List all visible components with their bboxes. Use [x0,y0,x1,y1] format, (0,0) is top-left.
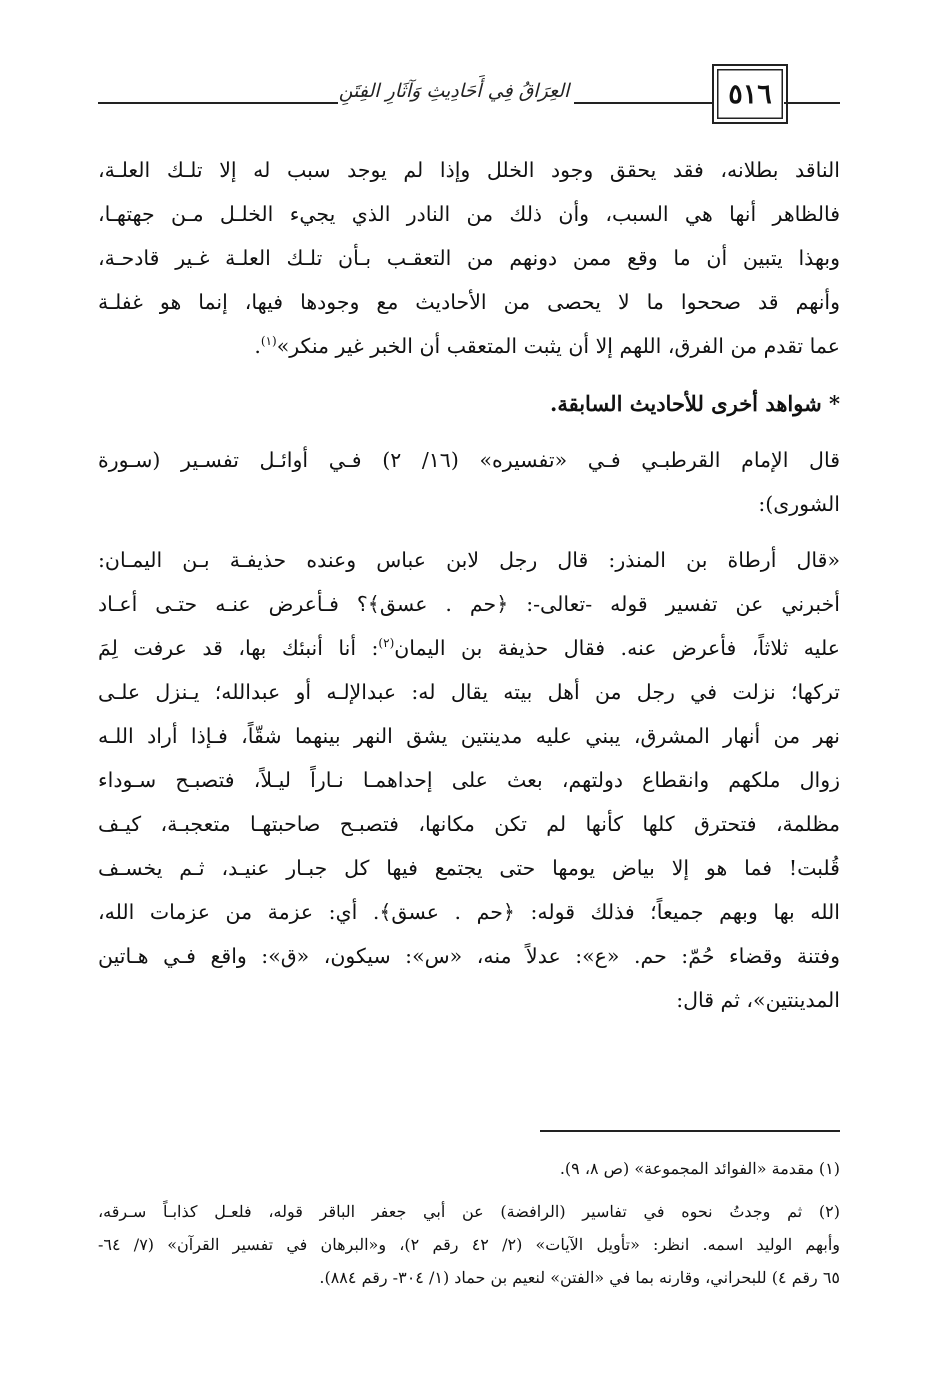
footnote-2-line: وأبهم الوليد اسمه. انظر: «تأويل الآيات» (٢/ ٤٢ رقم ٢)، و«البرهان في تفسير القرآن» (٧/ ٦٤- [98,1235,840,1254]
running-title: العِرَاقُ فِي أَحَادِيثِ وَآثَارِ الفِتَنِ [338,80,570,102]
text-line: وبهذا يتبين أن ما وقع ممن دونهم من التعقـب بـأن تلـك العلـة غـير قادحـة، [98,246,840,270]
text-line: قُلبت! فما هو إلا بياض يومها حتى يجتمع فيها كل جبـار عنيـد، ثـم يخسـف [98,856,840,880]
page-header [98,58,840,128]
text-line: تركها؛ نزلت في رجل من أهل بيته يقال له: عبدالإلـه أو عبدالله؛ يـنزل علـى [98,680,840,704]
footnote-ref-2[interactable]: (٢) [378,636,395,651]
text-line: فالظاهر أنها هي السبب، وأن ذلك من النادر الذي يجيء الخلـل مـن جهتهـا، [98,202,840,226]
text-line: وفتنة وقضاء حُمّ: حم. «ع»: عدلاً منه، «س»: سيكون، «ق»: واقع فـي هـاتين [98,944,840,968]
footnote-2-line: ٦٥ رقم ٤) للبحراني، وقارنه بما في «الفتن» لنعيم بن حماد (١/ ٣٠٤- رقم ٨٨٤). [319,1268,840,1287]
text-line: زوال ملكهم وانقطاع دولتهم، بعث على إحداهمـا نـاراً ليـلاً، فتصبـح سـوداء [98,768,840,792]
footnote-separator [540,1130,840,1132]
page-number: ٥١٦ [712,64,788,124]
text-segment: : أنا أنبئك بها، قد عرفت لِمَ [98,636,379,660]
text-line [98,324,840,368]
text-line [98,626,840,670]
header-rule-middle [574,102,714,104]
text-line: «قال أرطاة بن المنذر: قال رجل لابن عباس وعنده حذيفـة بـن اليمـان: [98,548,840,572]
section-heading: * شواهد أخرى للأحاديث السابقة. [550,391,840,416]
main-text [98,148,840,1022]
footnote-1: (١) مقدمة «الفوائد المجموعة» (ص ٨، ٩). [559,1159,840,1178]
header-rule-right [784,102,840,104]
text-line: نهر من أنهار المشرق، يبني عليه مدينتين يشق النهر بينهما شقّاً، فـإذا أراد اللـه [98,724,840,748]
text-line: قال الإمام القرطبـي فـي «تفسيره» (١٦/ ٢) فـي أوائـل تفسـير (سـورة [98,448,840,472]
text-line: المدينتين»، ثم قال: [676,988,840,1012]
text-segment: عما تقدم من الفرق، اللهم إلا أن يثبت المتعقب أن الخبر غير منكر» [276,334,840,358]
footnote-ref-1[interactable]: (١) [260,334,277,349]
text-line: الشورى): [758,492,840,516]
header-rule-left [98,102,338,104]
text-line: الناقد بطلانه، فقد يحقق وجود الخلل وإذا لم يوجد سبب له إلا تلـك العلـة، [98,158,840,182]
text-line: أخبرني عن تفسير قوله -تعالى-: ﴿حم . عسق﴾؟ فـأعرض عنـه حتـى أعـاد [98,592,840,616]
text-line: مظلمة، فتحترق كلها كأنها لم تكن مكانها، فتصبـح صاحبتهـا متعجبـة، كيـف [98,812,840,836]
text-line: وأنهم قد صححوا ما لا يحصى من الأحاديث مع وجودها فيها، إنما هو غفلـة [98,290,840,314]
footnote-2: (٢) ثم وجدتُ نحوه في تفاسير (الرافضة) عن أبي جعفر الباقر قوله، فلعـل كذابـاً سـرقه، [98,1202,840,1221]
text-segment: عليه ثلاثاً، فأعرض عنه. فقال حذيفة بن اليمان [394,636,840,660]
text-segment: . [254,334,261,358]
footnotes [98,1152,840,1294]
text-line: الله بها وبهم جميعاً؛ فذلك قوله: ﴿حم . عسق﴾. أي: عزمة من عزمات الله، [98,900,840,924]
